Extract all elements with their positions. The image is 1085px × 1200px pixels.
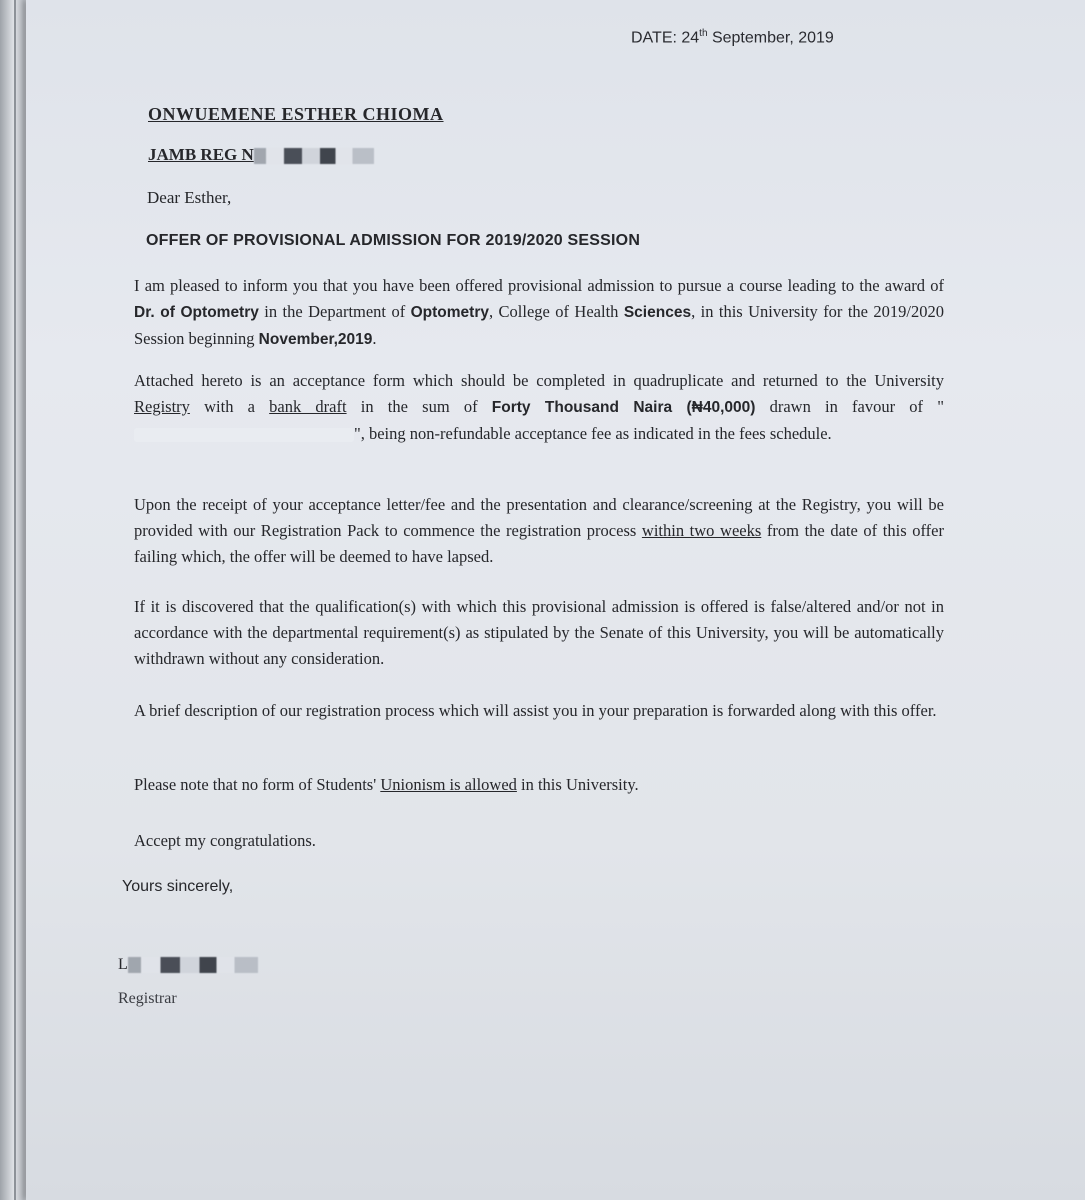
letter-page — [26, 0, 1085, 1200]
salutation: Dear Esther, — [147, 188, 232, 207]
redacted-reg-number — [254, 148, 374, 164]
recipient-name: ONWUEMENE ESTHER CHIOMA — [148, 104, 444, 124]
signer-title: Registrar — [118, 990, 177, 1007]
jamb-reg-number: JAMB REG N — [148, 145, 374, 165]
paragraph-registration: Upon the receipt of your acceptance letter/fee and the presentation and clearance/screening at the Registry, you will be provided with our Registration Pack to commence the registration process within two weeks from the date of this offer failing which, the offer will be deemed to have lapsed. — [134, 495, 944, 566]
paragraph-unionism: Please note that no form of Students' Unionism is allowed in this University. — [134, 775, 639, 794]
paragraph-description: A brief description of our registration process which will assist you in your preparation is forwarded along with this offer. — [134, 701, 937, 720]
paragraph-qualification: If it is discovered that the qualification(s) with which this provisional admission is offered is false/altered and/or not in accordance with the departmental requirement(s) as stipulated by the Senate of this University, you will be automatically withdrawn without any consideration. — [134, 597, 944, 668]
paragraph-congratulations: Accept my congratulations. — [134, 831, 316, 850]
redacted-signer — [128, 957, 258, 973]
signer-name: L — [118, 956, 258, 974]
letter-date: DATE: 24th September, 2019 — [631, 28, 834, 47]
paragraph-acceptance-fee: Attached hereto is an acceptance form which should be completed in quadruplicate and returned to the University Registry with a bank draft in the sum of Forty Thousand Naira (₦40,000) drawn in favour of "", being non-refundable acceptance fee as indicated in the fees schedule. — [134, 371, 944, 443]
paragraph-offer: I am pleased to inform you that you have been offered provisional admission to pursue a course leading to the award of Dr. of Optometry in the Department of Optometry, College of Health Sciences, in this University for the 2019/2020 Session beginning November,2019. — [134, 276, 945, 348]
closing: Yours sincerely, — [122, 878, 234, 895]
letter-heading: OFFER OF PROVISIONAL ADMISSION FOR 2019/2020 SESSION — [146, 232, 641, 249]
redacted-payee — [134, 428, 354, 442]
